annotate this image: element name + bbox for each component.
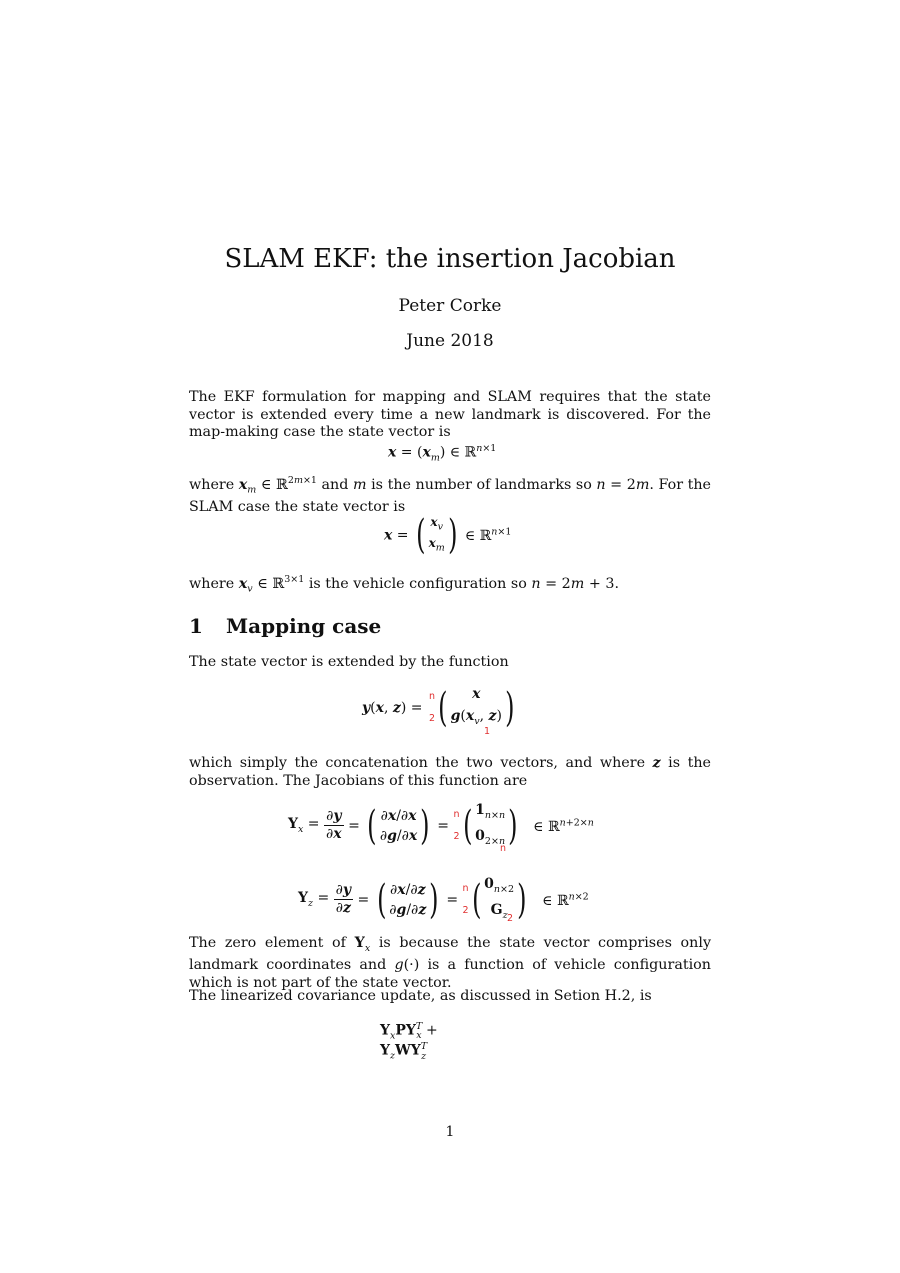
- intro-paragraph-3: where $x_v$ ∈ ℝ$^{3\times 1}$ is the vehicle configuration so n = 2m + 3.: [189, 574, 620, 595]
- mapping-paragraph-3: The zero element of $Y_x$ is because the state vector comprises only landmark coordinates and g(·) is a function of vehicle configuration which is not part of the state vector.: [189, 935, 712, 991]
- equation-jacobian-yz: $Y_z$ = $\frac{\partial y}{\partial z}$ = ( ∂x/∂z ∂g/∂z) = n 2( $0_{n\times 2}$ $G_z$ ) ∈ ℝ$^{n\times 2}$: [298, 876, 589, 923]
- intro-paragraph-2: where $x_m$ ∈ ℝ$^{2m\times 1}$ and m is the number of landmarks so n = 2m. For the SLAM case the state vector is: [189, 475, 712, 516]
- annotation-column-n: n: [500, 843, 507, 854]
- equation-covariance-update: $Y_xPY^T_x + Y_zWY^T_z$: [380, 1021, 438, 1062]
- equation-jacobian-yx: $Y_x$ = $\frac{\partial y}{\partial x}$ = ( ∂x/∂x ∂g/∂x) = n 2( $1_{n\times n}$ $0_{2\times n}$) ∈ ℝ$^{n+2\times n}$: [288, 802, 594, 849]
- equation-state-vector-slam: x = ( $x_v$ $x_m$) ∈ ℝ$^{n\times 1}$: [384, 512, 512, 559]
- date: June 2018: [406, 331, 494, 351]
- equation-state-vector-map: $x = (x_m)$ ∈ ℝ$^{n\times 1}$: [388, 443, 497, 464]
- mapping-paragraph-4: The linearized covariance update, as discussed in Setion H.2, is: [189, 988, 652, 1004]
- mapping-paragraph-2: which simply the concatenation the two vectors, and where z is the observation. The Jacobians of this function are: [189, 755, 711, 789]
- author: Peter Corke: [398, 296, 502, 316]
- mapping-paragraph-1: The state vector is extended by the function: [189, 654, 509, 670]
- page-number: 1: [445, 1124, 455, 1140]
- annotation-column-1: 1: [484, 726, 491, 737]
- intro-paragraph-1: The EKF formulation for mapping and SLAM requires that the state vector is extended every time a new landmark is discovered. For the map-making case the state vector is: [189, 389, 711, 440]
- paper-title: SLAM EKF: the insertion Jacobian: [224, 244, 676, 274]
- section-heading: 1 Mapping case: [189, 614, 382, 638]
- annotation-column-2: 2: [507, 913, 514, 924]
- equation-insertion-function: y(x, z) = n 2( x $g(x_v$, z)): [362, 684, 515, 731]
